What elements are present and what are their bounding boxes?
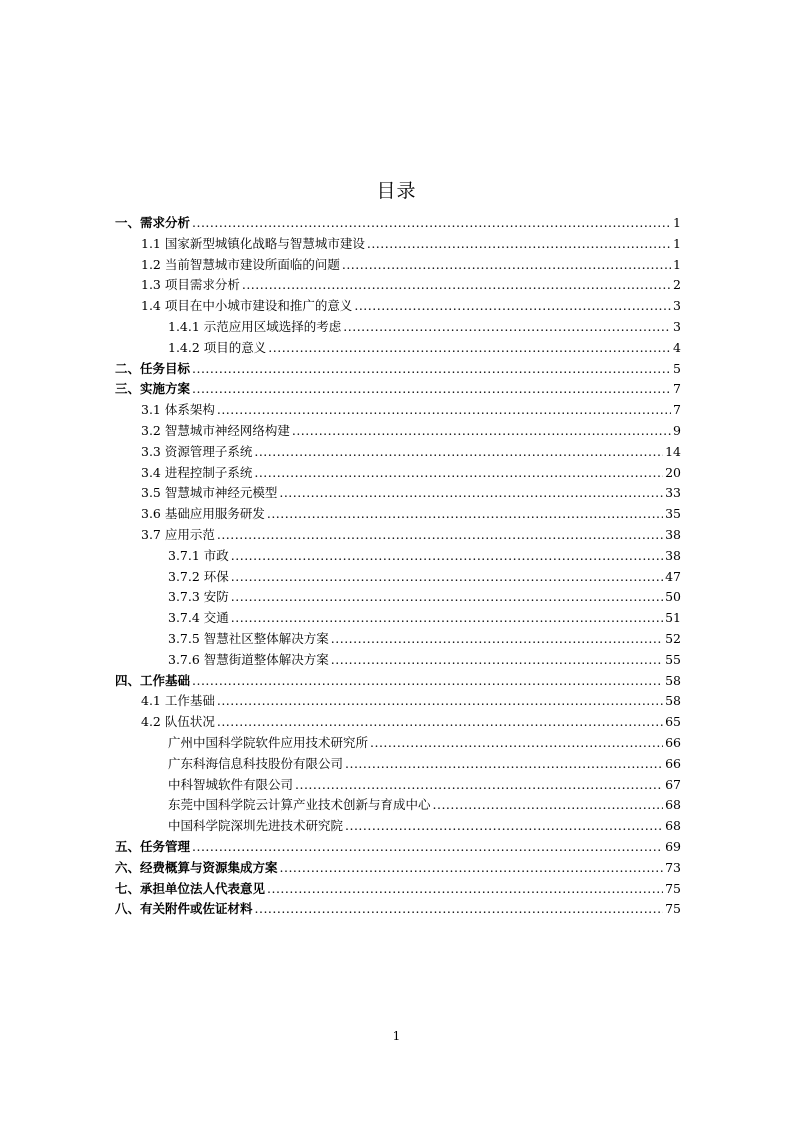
toc-dot-leader [192,359,671,380]
toc-entry-page-number: 1 [673,215,681,230]
toc-entry[interactable] [115,421,681,442]
toc-dot-leader [370,733,663,754]
toc-entry[interactable] [115,275,681,296]
toc-dot-leader [280,858,664,879]
toc-entry[interactable] [115,317,681,338]
toc-entry[interactable] [115,546,681,567]
toc-entry[interactable] [115,733,681,754]
toc-entry-title: 二、任务目标 [115,360,191,376]
toc-dot-leader [192,213,671,234]
toc-entry-title: 4.2 队伍状况 [141,714,215,730]
toc-dot-leader [192,671,663,692]
toc-entry-title: 七、承担单位法人代表意见 [115,880,266,896]
toc-entry[interactable] [115,712,681,733]
toc-dot-leader [192,837,663,858]
toc-dot-leader [268,338,671,359]
toc-dot-leader [242,275,671,296]
toc-entry-title: 1.4 项目在中小城市建设和推广的意义 [141,298,353,314]
toc-entry-title: 3.7 应用示范 [141,526,215,542]
toc-entry-title: 3.7.3 安防 [168,589,229,605]
toc-entry-page-number: 69 [665,838,681,854]
toc-entry[interactable] [115,525,681,546]
toc-entry-title: 3.1 体系架构 [141,402,215,418]
toc-dot-leader [345,754,663,775]
toc-entry-title: 3.4 进程控制子系统 [141,464,253,480]
toc-entry[interactable] [115,650,681,671]
toc-dot-leader [343,317,671,338]
toc-entry[interactable] [115,213,681,234]
toc-entry[interactable] [115,463,681,484]
toc-entry[interactable] [115,608,681,629]
toc-entry-title: 1.3 项目需求分析 [141,277,240,293]
toc-dot-leader [217,712,663,733]
toc-entry-title: 八、有关附件或佐证材料 [115,901,253,917]
toc-dot-leader [354,296,671,317]
toc-entry-page-number: 51 [665,610,681,626]
toc-entry-page-number: 66 [665,734,681,750]
toc-title: 目录 [376,180,417,202]
toc-entry-page-number: 65 [665,714,681,730]
toc-entry-title: 中科智城软件有限公司 [168,776,294,792]
toc-entry[interactable] [115,255,681,276]
toc-entry-title: 3.3 资源管理子系统 [141,443,253,459]
toc-dot-leader [279,483,663,504]
toc-entry-page-number: 1 [673,256,681,272]
toc-entry-page-number: 73 [665,859,681,875]
toc-entry-page-number: 47 [665,568,681,584]
toc-entry[interactable] [115,567,681,588]
toc-entry-title: 3.7.1 市政 [168,547,229,563]
toc-entry[interactable] [115,899,681,920]
toc-entry-page-number: 20 [665,464,681,480]
toc-dot-leader [367,234,671,255]
toc-entry-title: 3.7.2 环保 [168,568,229,584]
toc-entry[interactable] [115,504,681,525]
toc-entry[interactable] [115,629,681,650]
toc-dot-leader [331,650,663,671]
toc-entry-title: 1.1 国家新型城镇化战略与智慧城市建设 [141,235,365,251]
toc-entry-page-number: 38 [665,526,681,542]
toc-entry[interactable] [115,400,681,421]
toc-entry[interactable] [115,483,681,504]
toc-entry-page-number: 7 [673,381,681,397]
toc-entry[interactable] [115,879,681,900]
toc-entry-page-number: 4 [673,339,681,355]
toc-entry-page-number: 50 [665,589,681,605]
toc-entry-page-number: 55 [665,651,681,667]
toc-entry-page-number: 2 [673,277,681,293]
toc-entry-title: 五、任务管理 [115,838,191,854]
toc-dot-leader [231,608,663,629]
toc-entry-page-number: 58 [665,672,681,688]
toc-entry-title: 1.2 当前智慧城市建设所面临的问题 [141,256,340,272]
toc-entry-page-number: 67 [665,776,681,792]
toc-entry-page-number: 5 [673,360,681,376]
toc-entry[interactable] [115,837,681,858]
toc-entry-page-number: 58 [665,693,681,709]
toc-entry-title: 3.7.5 智慧社区整体解决方案 [168,630,329,646]
toc-entry-title: 4.1 工作基础 [141,693,215,709]
toc-entry-title: 广东科海信息科技股份有限公司 [168,755,344,771]
toc-entry-page-number: 3 [673,298,681,314]
toc-dot-leader [267,879,663,900]
toc-entry-title: 3.2 智慧城市神经网络构建 [141,422,290,438]
toc-entry-title: 3.7.6 智慧街道整体解决方案 [168,651,329,667]
toc-entry-title: 中国科学院深圳先进技术研究院 [168,818,344,834]
toc-entry[interactable] [115,338,681,359]
toc-dot-leader [295,775,663,796]
toc-entry-page-number: 3 [673,318,681,334]
toc-entry-title: 一、需求分析 [115,215,191,230]
toc-entry-page-number: 38 [665,547,681,563]
toc-entry[interactable] [115,691,681,712]
toc-entry-title: 六、经费概算与资源集成方案 [115,859,278,875]
toc-entry-page-number: 75 [665,880,681,896]
toc-entry[interactable] [115,671,681,692]
toc-entry-title: 1.4.1 示范应用区域选择的考虑 [168,318,342,334]
toc-dot-leader [217,400,671,421]
toc-entry[interactable] [115,754,681,775]
toc-dot-leader [345,816,663,837]
toc-entry-page-number: 14 [665,443,681,459]
toc-dot-leader [255,899,664,920]
toc-dot-leader [254,463,663,484]
toc-dot-leader [254,442,663,463]
toc-entry-title: 四、工作基础 [115,672,191,688]
toc-entry-title: 三、实施方案 [115,381,191,397]
toc-dot-leader [331,629,663,650]
toc-dot-leader [192,379,671,400]
toc-entry-page-number: 35 [665,506,681,522]
toc-entry[interactable] [115,816,681,837]
table-of-contents [115,213,681,920]
toc-entry[interactable] [115,858,681,879]
toc-entry-page-number: 52 [665,630,681,646]
toc-entry-title: 3.7.4 交通 [168,610,229,626]
toc-dot-leader [231,546,663,567]
toc-entry-title: 3.6 基础应用服务研发 [141,506,265,522]
toc-dot-leader [433,795,664,816]
toc-entry-title: 广州中国科学院软件应用技术研究所 [168,734,369,750]
toc-entry-page-number: 75 [665,901,681,917]
toc-dot-leader [217,691,663,712]
toc-entry-page-number: 33 [665,485,681,501]
toc-dot-leader [231,587,663,608]
toc-entry[interactable] [115,795,681,816]
toc-dot-leader [342,255,671,276]
toc-dot-leader [267,504,663,525]
toc-entry-page-number: 68 [665,818,681,834]
toc-entry-page-number: 66 [665,755,681,771]
toc-dot-leader [292,421,671,442]
toc-entry[interactable] [115,234,681,255]
toc-entry-page-number: 7 [673,402,681,418]
toc-entry[interactable] [115,775,681,796]
toc-entry[interactable] [115,379,681,400]
toc-entry-page-number: 9 [673,422,681,438]
page-number: 1 [392,1029,401,1043]
toc-entry-page-number: 1 [673,235,681,251]
toc-entry[interactable] [115,296,681,317]
toc-entry-title: 3.5 智慧城市神经元模型 [141,485,278,501]
toc-entry[interactable] [115,442,681,463]
toc-entry-title: 1.4.2 项目的意义 [168,339,267,355]
toc-entry[interactable] [115,587,681,608]
toc-dot-leader [231,567,663,588]
toc-dot-leader [217,525,663,546]
toc-entry-page-number: 68 [665,797,681,813]
toc-entry-title: 东莞中国科学院云计算产业技术创新与育成中心 [168,797,431,813]
toc-entry[interactable] [115,359,681,380]
